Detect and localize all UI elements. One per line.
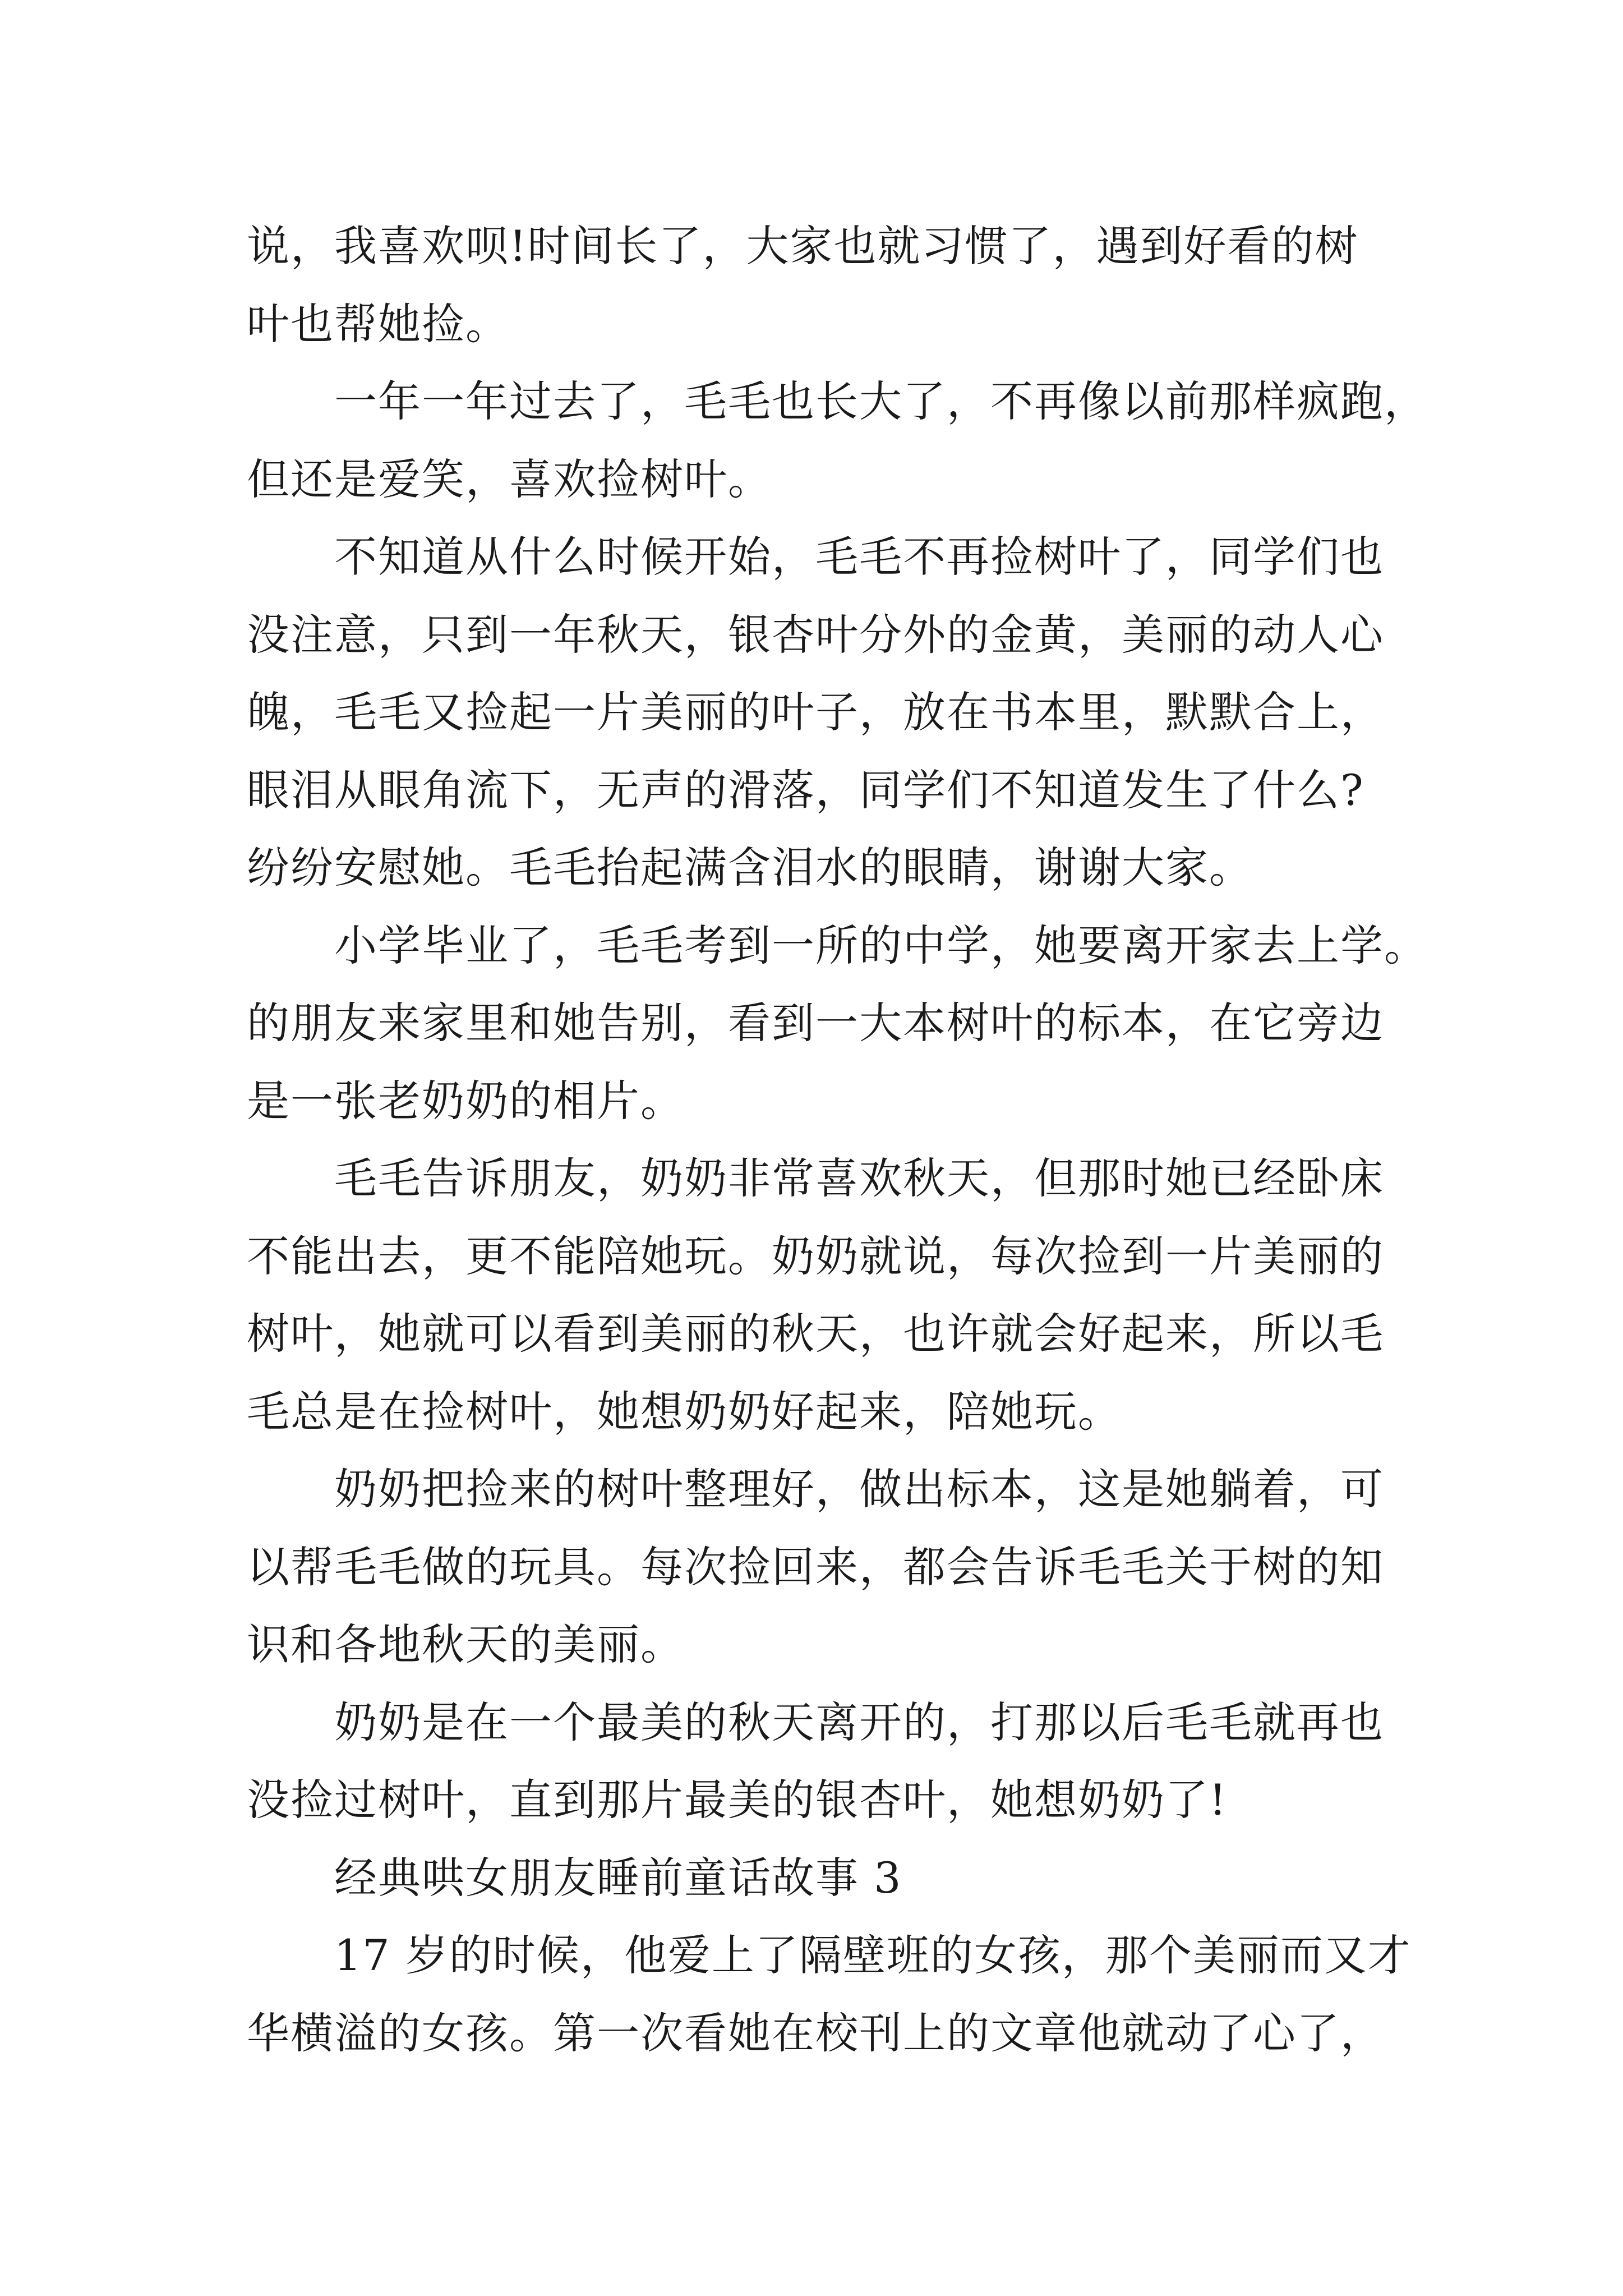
- text-line: 魄，毛毛又捡起一片美丽的叶子，放在书本里，默默合上，: [247, 687, 1384, 737]
- text-line: 没注意，只到一年秋天，银杏叶分外的金黄，美丽的动人心: [247, 609, 1384, 660]
- document-body: [247, 208, 1428, 2072]
- text-line: 小学毕业了，毛毛考到一所的中学，她要离开家去上学。: [334, 920, 1428, 970]
- text-line: 眼泪从眼角流下，无声的滑落，同学们不知道发生了什么?: [247, 765, 1364, 815]
- text-line: 说，我喜欢呗!时间长了，大家也就习惯了，遇到好看的树: [247, 221, 1359, 271]
- text-line: 一年一年过去了，毛毛也长大了，不再像以前那样疯跑，: [334, 376, 1428, 426]
- text-line: 以帮毛毛做的玩具。每次捡回来，都会告诉毛毛关于树的知: [247, 1542, 1384, 1592]
- text-line: 没捡过树叶，直到那片最美的银杏叶，她想奶奶了!: [247, 1775, 1228, 1825]
- text-line: 识和各地秋天的美丽。: [247, 1619, 684, 1669]
- text-line: 是一张老奶奶的相片。: [247, 1075, 684, 1126]
- text-line: 但还是爱笑，喜欢捡树叶。: [247, 454, 772, 504]
- text-line: 华横溢的女孩。第一次看她在校刊上的文章他就动了心了，: [247, 2008, 1384, 2058]
- text-line: 毛毛告诉朋友，奶奶非常喜欢秋天，但那时她已经卧床: [334, 1153, 1384, 1203]
- text-line: 奶奶是在一个最美的秋天离开的，打那以后毛毛就再也: [334, 1697, 1384, 1747]
- text-line: 叶也帮她捡。: [247, 298, 509, 349]
- text-line: 毛总是在捡树叶，她想奶奶好起来，陪她玩。: [247, 1386, 1122, 1437]
- text-line: 树叶，她就可以看到美丽的秋天，也许就会好起来，所以毛: [247, 1309, 1384, 1359]
- text-line: 的朋友来家里和她告别，看到一大本树叶的标本，在它旁边: [247, 998, 1384, 1048]
- text-line: 不知道从什么时候开始，毛毛不再捡树叶了，同学们也: [334, 532, 1384, 582]
- text-line: 奶奶把捡来的树叶整理好，做出标本，这是她躺着，可: [334, 1464, 1384, 1514]
- text-line: 17 岁的时候，他爱上了隔壁班的女孩，那个美丽而又才: [334, 1930, 1412, 1980]
- section-heading: 经典哄女朋友睡前童话故事 3: [334, 1852, 902, 1903]
- text-line: 不能出去，更不能陪她玩。奶奶就说，每次捡到一片美丽的: [247, 1231, 1384, 1281]
- text-line: 纷纷安慰她。毛毛抬起满含泪水的眼睛，谢谢大家。: [247, 843, 1253, 892]
